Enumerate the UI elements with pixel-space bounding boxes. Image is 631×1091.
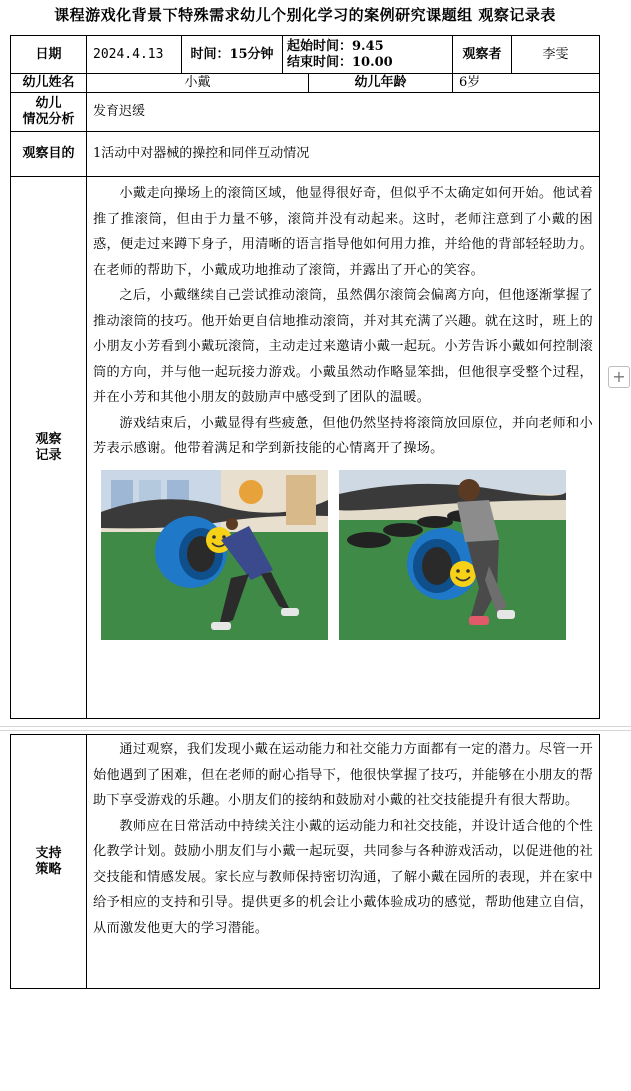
child-name-label: 幼儿姓名	[11, 74, 87, 93]
photo-row	[93, 462, 593, 692]
observer-value: 李雯	[512, 36, 600, 74]
support-paragraph: 通过观察，我们发现小戴在运动能力和社交能力方面都有一定的潜力。尽管一开始他遇到了困难，但在老师的耐心指导下，他很快掌握了技巧，并能够在小朋友的帮助下享受游戏的乐趣。小朋友们的接纳和鼓励对小戴的社交技能提升有很大帮助。	[93, 742, 593, 808]
support-strategy-table	[10, 734, 600, 989]
observation-paragraph: 游戏结束后，小戴显得有些疲惫，但他仍然坚持将滚筒放回原位，并向老师和小芳表示感谢。他带着满足和学到新技能的心情离开了操场。	[93, 415, 593, 456]
support-label-line2: 策略	[35, 861, 62, 877]
date-label: 日期	[11, 36, 87, 74]
purpose-label: 观察目的	[11, 132, 87, 177]
activity-photo-2	[339, 470, 566, 640]
support-row	[11, 735, 600, 989]
analysis-value: 发育迟缓	[87, 93, 600, 132]
child-row	[11, 74, 600, 93]
end-time: 结束时间：10.00	[287, 54, 393, 70]
child-age-label: 幼儿年龄	[309, 74, 453, 93]
observation-paragraph: 小戴走向操场上的滚筒区域，他显得很好奇，但似乎不太确定如何开始。他试着推了推滚筒，但由于力量不够，滚筒并没有动起来。这时，老师注意到了小戴的困惑，便走过来蹲下身子，用清晰的语言指导他如何用力推，并给他的背部轻轻助力。在老师的帮助下，小戴成功地推动了滚筒，并露出了开心的笑容。	[93, 186, 593, 278]
observation-record-table	[10, 35, 600, 719]
time-range	[283, 36, 453, 74]
support-paragraph: 教师应在日常活动中持续关注小戴的运动能力和社交技能，并设计适合他的个性化教学计划。鼓励小朋友们与小戴一起玩耍，共同参与各种游戏活动，以促进他的社交技能和情感发展。家长应与教师保持密切沟通，了解小戴在园所的表现，并在家中给予相应的支持和引导。提供更多的机会让小戴体验成功的感觉，帮助他建立自信，从而激发他更大的学习潜能。	[93, 818, 593, 936]
page-title: 课程游戏化背景下特殊需求幼儿个别化学习的案例研究课题组 观察记录表	[54, 6, 556, 24]
observation-label-line2: 记录	[35, 447, 62, 463]
date-value: 2024.4.13	[87, 36, 182, 74]
page-break-line	[0, 726, 631, 727]
observation-content	[87, 177, 600, 719]
purpose-value: 1活动中对器械的操控和同伴互动情况	[87, 132, 600, 177]
header-row	[11, 36, 600, 74]
purpose-row	[11, 132, 600, 177]
observation-label	[11, 177, 87, 719]
add-icon[interactable]: +	[608, 366, 630, 388]
child-age-value: 6岁	[453, 74, 600, 93]
observation-row	[11, 177, 600, 719]
analysis-row	[11, 93, 600, 132]
analysis-label-line2: 情况分析	[22, 112, 75, 127]
support-label-line1: 支持	[35, 845, 62, 861]
analysis-label-line1: 幼儿	[35, 96, 62, 111]
observation-label-line1: 观察	[35, 431, 62, 447]
duration-label: 时间：15分钟	[182, 36, 283, 74]
page-break-line	[0, 730, 631, 731]
observer-label: 观察者	[453, 36, 512, 74]
support-label	[11, 735, 87, 989]
observation-paragraph: 之后，小戴继续自己尝试推动滚筒，虽然偶尔滚筒会偏离方向，但他逐渐掌握了推动滚筒的技巧。他开始更自信地推动滚筒，并对其充满了兴趣。就在这时，班上的小朋友小芳看到小戴玩滚筒，主动走过来邀请小戴一起玩。小芳告诉小戴如何控制滚筒的方向，并与他一起玩接力游戏。小戴虽然动作略显笨拙，但他很享受整个过程，并在小芳和其他小朋友的鼓励声中感受到了团队的温暖。	[93, 288, 593, 405]
analysis-label	[11, 93, 87, 132]
activity-photo-1	[101, 470, 328, 640]
start-time: 起始时间：9.45	[287, 38, 384, 54]
child-name-value: 小戴	[87, 74, 309, 93]
support-content	[87, 735, 600, 989]
